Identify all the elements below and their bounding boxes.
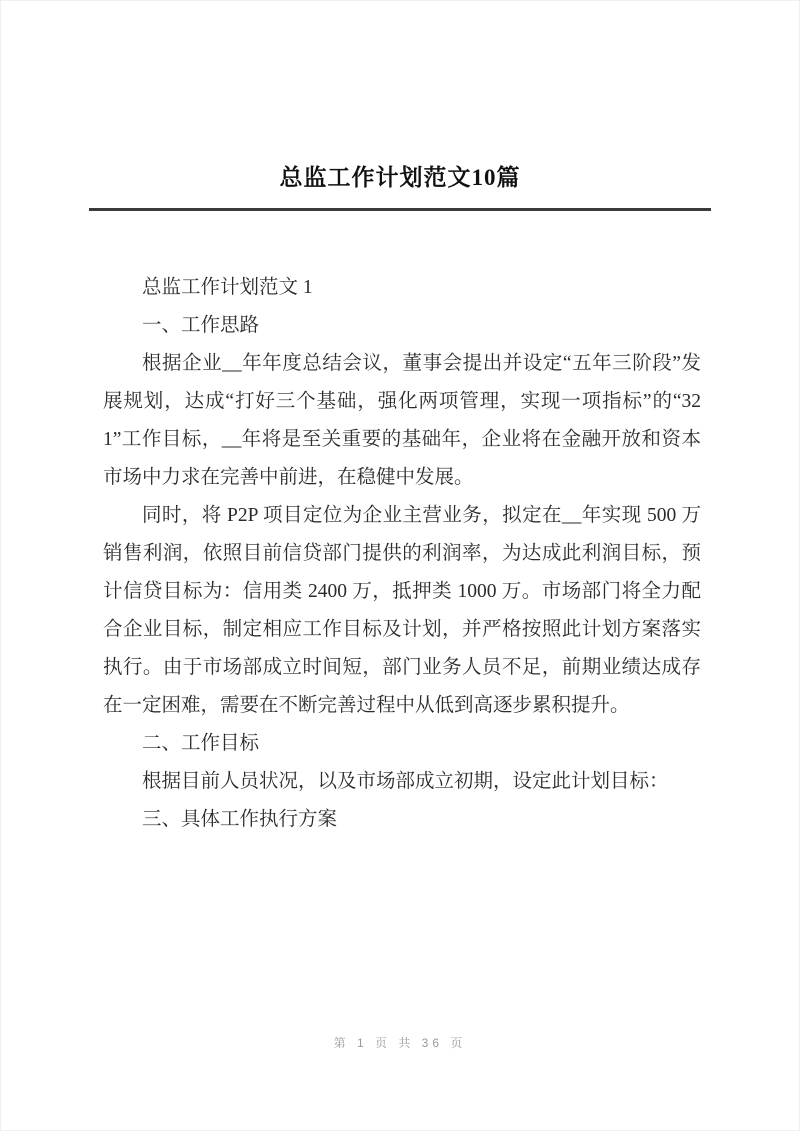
paragraph: 根据目前人员状况，以及市场部成立初期，设定此计划目标：	[142, 771, 669, 792]
paragraph: 三、具体工作执行方案	[142, 809, 338, 830]
paragraph: 同时，将 P2P 项目定位为企业主营业务，拟定在__年实现 500 万销售利润，依照目前信贷部门提供的利润率，为达成此利润目标，预计信贷目标为：信用类 2400 万，抵押类 1000 万。市场部门将全力配合企业目标，制定相应工作目标及计划，并严格按照此计划方案落实执行。由于市场部成立时间短，部门业务人员不足，前期业绩达成存在一定困难，需要在不断完善过程中从低到高逐步累积提升。	[103, 505, 701, 716]
document-title: 总监工作计划范文10篇	[279, 165, 521, 190]
page-number-label: 第 1 页 共 36 页	[333, 1036, 467, 1050]
paragraph: 二、工作目标	[142, 733, 260, 754]
paragraph: 根据企业__年年度总结会议，董事会提出并设定“五年三阶段”发展规划，达成“打好三个基础，强化两项管理，实现一项指标”的“321”工作目标，__年将是至关重要的基础年，企业将在金融开放和资本市场中力求在完善中前进，在稳健中发展。	[103, 353, 701, 488]
page-footer	[1, 1034, 799, 1052]
document-body	[103, 269, 701, 839]
title-divider	[89, 208, 711, 211]
paragraph: 总监工作计划范文 1	[142, 277, 313, 298]
paragraph: 一、工作思路	[142, 315, 260, 336]
